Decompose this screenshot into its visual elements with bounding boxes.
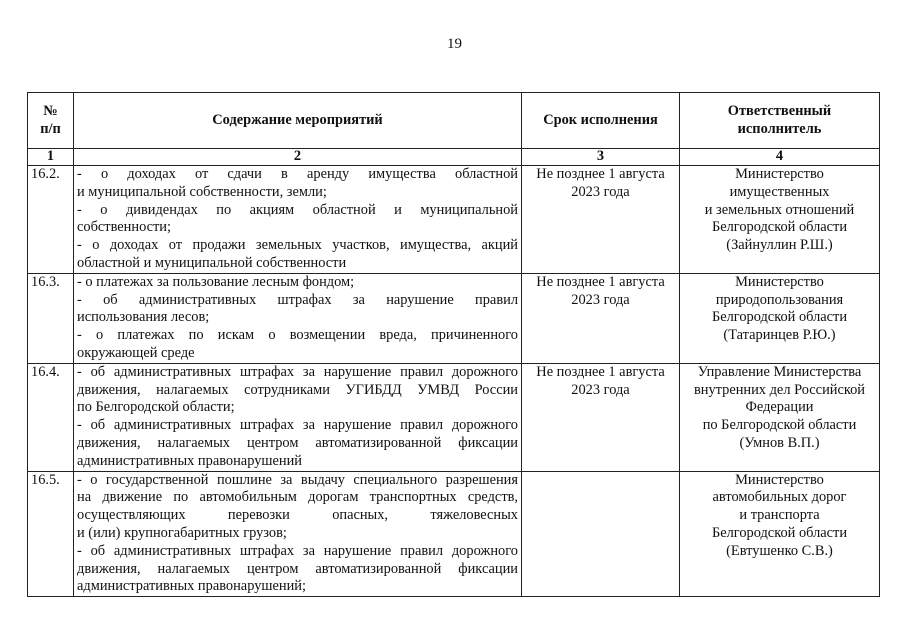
row-deadline	[522, 363, 680, 471]
header-content: Содержание мероприятий	[74, 93, 522, 149]
row-content	[74, 363, 522, 471]
content-line: собственности;	[77, 219, 172, 236]
table-row	[28, 273, 880, 363]
responsible-line: (Зайнуллин Р.Ш.)	[726, 237, 833, 254]
row-responsible	[680, 471, 880, 597]
row-deadline	[522, 166, 680, 274]
content-line: - об административных штрафах за нарушение правил дорожного	[77, 417, 518, 434]
content-line: - об административных штрафах за нарушение правил дорожного	[77, 542, 518, 559]
responsible-line: природопользования	[715, 291, 844, 308]
column-number: 3	[522, 149, 680, 166]
row-number: 16.5.	[28, 471, 74, 597]
deadline-line: Не позднее 1 августа	[536, 363, 665, 380]
header-responsible-line2: исполнитель	[737, 120, 822, 137]
responsible-line: Белгородской области	[711, 524, 848, 541]
responsible-line: внутренних дел Российской	[693, 381, 866, 398]
responsible-line: Белгородской области	[711, 219, 848, 236]
row-responsible	[680, 273, 880, 363]
header-deadline: Срок исполнения	[522, 93, 680, 149]
header-responsible	[680, 93, 880, 149]
responsible-line: и транспорта	[739, 507, 820, 524]
content-line: - об административных штрафах за нарушение правил дорожного	[77, 363, 518, 380]
content-line: - об административных штрафах за нарушение правил	[77, 291, 518, 308]
row-deadline	[522, 273, 680, 363]
responsible-line: Белгородской области	[711, 309, 848, 326]
content-line: и муниципальной собственности, земли;	[77, 183, 327, 200]
content-line: - о доходах от продажи земельных участков, имущества, акций	[77, 237, 518, 254]
responsible-line: имущественных	[729, 183, 830, 200]
responsible-line: (Евтушенко С.В.)	[726, 542, 833, 559]
responsible-line: по Белгородской области	[702, 417, 857, 434]
measures-table	[27, 92, 880, 597]
column-number-row	[28, 149, 880, 166]
row-number: 16.3.	[28, 273, 74, 363]
header-num-line1: №	[43, 102, 58, 119]
content-line: административных правонарушений	[77, 452, 302, 469]
table-body	[28, 166, 880, 597]
deadline-line: 2023 года	[571, 291, 630, 308]
responsible-line: (Татаринцев Р.Ю.)	[723, 327, 836, 344]
content-line: - о платежах по искам о возмещении вреда, причиненного	[77, 327, 518, 344]
row-responsible	[680, 166, 880, 274]
page-number: 19	[447, 36, 462, 52]
responsible-line: Федерации	[745, 399, 814, 416]
content-line: по Белгородской области;	[77, 399, 235, 416]
row-content	[74, 273, 522, 363]
responsible-line: Управление Министерства	[697, 363, 862, 380]
responsible-line: Министерство	[735, 166, 824, 182]
column-number: 1	[28, 149, 74, 166]
responsible-line: (Умнов В.П.)	[739, 434, 820, 451]
table-row	[28, 166, 880, 274]
content-line: областной и муниципальной собственности	[77, 254, 347, 271]
responsible-line: автомобильных дорог	[712, 489, 847, 506]
row-number: 16.4.	[28, 363, 74, 471]
table-header-row	[28, 93, 880, 149]
row-content	[74, 471, 522, 597]
content-line: и (или) крупногабаритных грузов;	[77, 524, 287, 541]
deadline-line: Не позднее 1 августа	[536, 166, 665, 182]
content-line: - о платежах за пользование лесным фондом;	[77, 273, 355, 290]
header-num-line2: п/п	[40, 120, 61, 137]
content-line: осуществляющих перевозки опасных, тяжеловесных	[77, 507, 518, 524]
content-line: - о государственной пошлине за выдачу специального разрешения	[77, 471, 518, 488]
table-row	[28, 363, 880, 471]
deadline-line: 2023 года	[571, 183, 630, 200]
responsible-line: Министерство	[735, 273, 824, 290]
column-number: 2	[74, 149, 522, 166]
content-line: движения, налагаемых сотрудниками УГИБДД УМВД России	[77, 381, 518, 398]
row-responsible	[680, 363, 880, 471]
header-num	[28, 93, 74, 149]
table-row	[28, 471, 880, 597]
content-line: административных правонарушений;	[77, 578, 306, 595]
deadline-line: 2023 года	[571, 381, 630, 398]
responsible-line: Министерство	[735, 471, 824, 488]
responsible-line: и земельных отношений	[704, 201, 855, 218]
content-line: использования лесов;	[77, 309, 210, 326]
content-line: - о дивидендах по акциям областной и муниципальной	[77, 201, 518, 218]
row-content	[74, 166, 522, 274]
content-line: движения, налагаемых центром автоматизированной фиксации	[77, 434, 518, 451]
content-line: на движение по автомобильным дорогам транспортных средств,	[77, 489, 518, 506]
header-responsible-line1: Ответственный	[727, 102, 832, 119]
content-line: движения, налагаемых центром автоматизированной фиксации	[77, 560, 518, 577]
column-number: 4	[680, 149, 880, 166]
content-line: - о доходах от сдачи в аренду имущества областной	[77, 166, 518, 182]
deadline-line: Не позднее 1 августа	[536, 273, 665, 290]
row-deadline	[522, 471, 680, 597]
content-line: окружающей среде	[77, 344, 195, 361]
row-number: 16.2.	[28, 166, 74, 274]
